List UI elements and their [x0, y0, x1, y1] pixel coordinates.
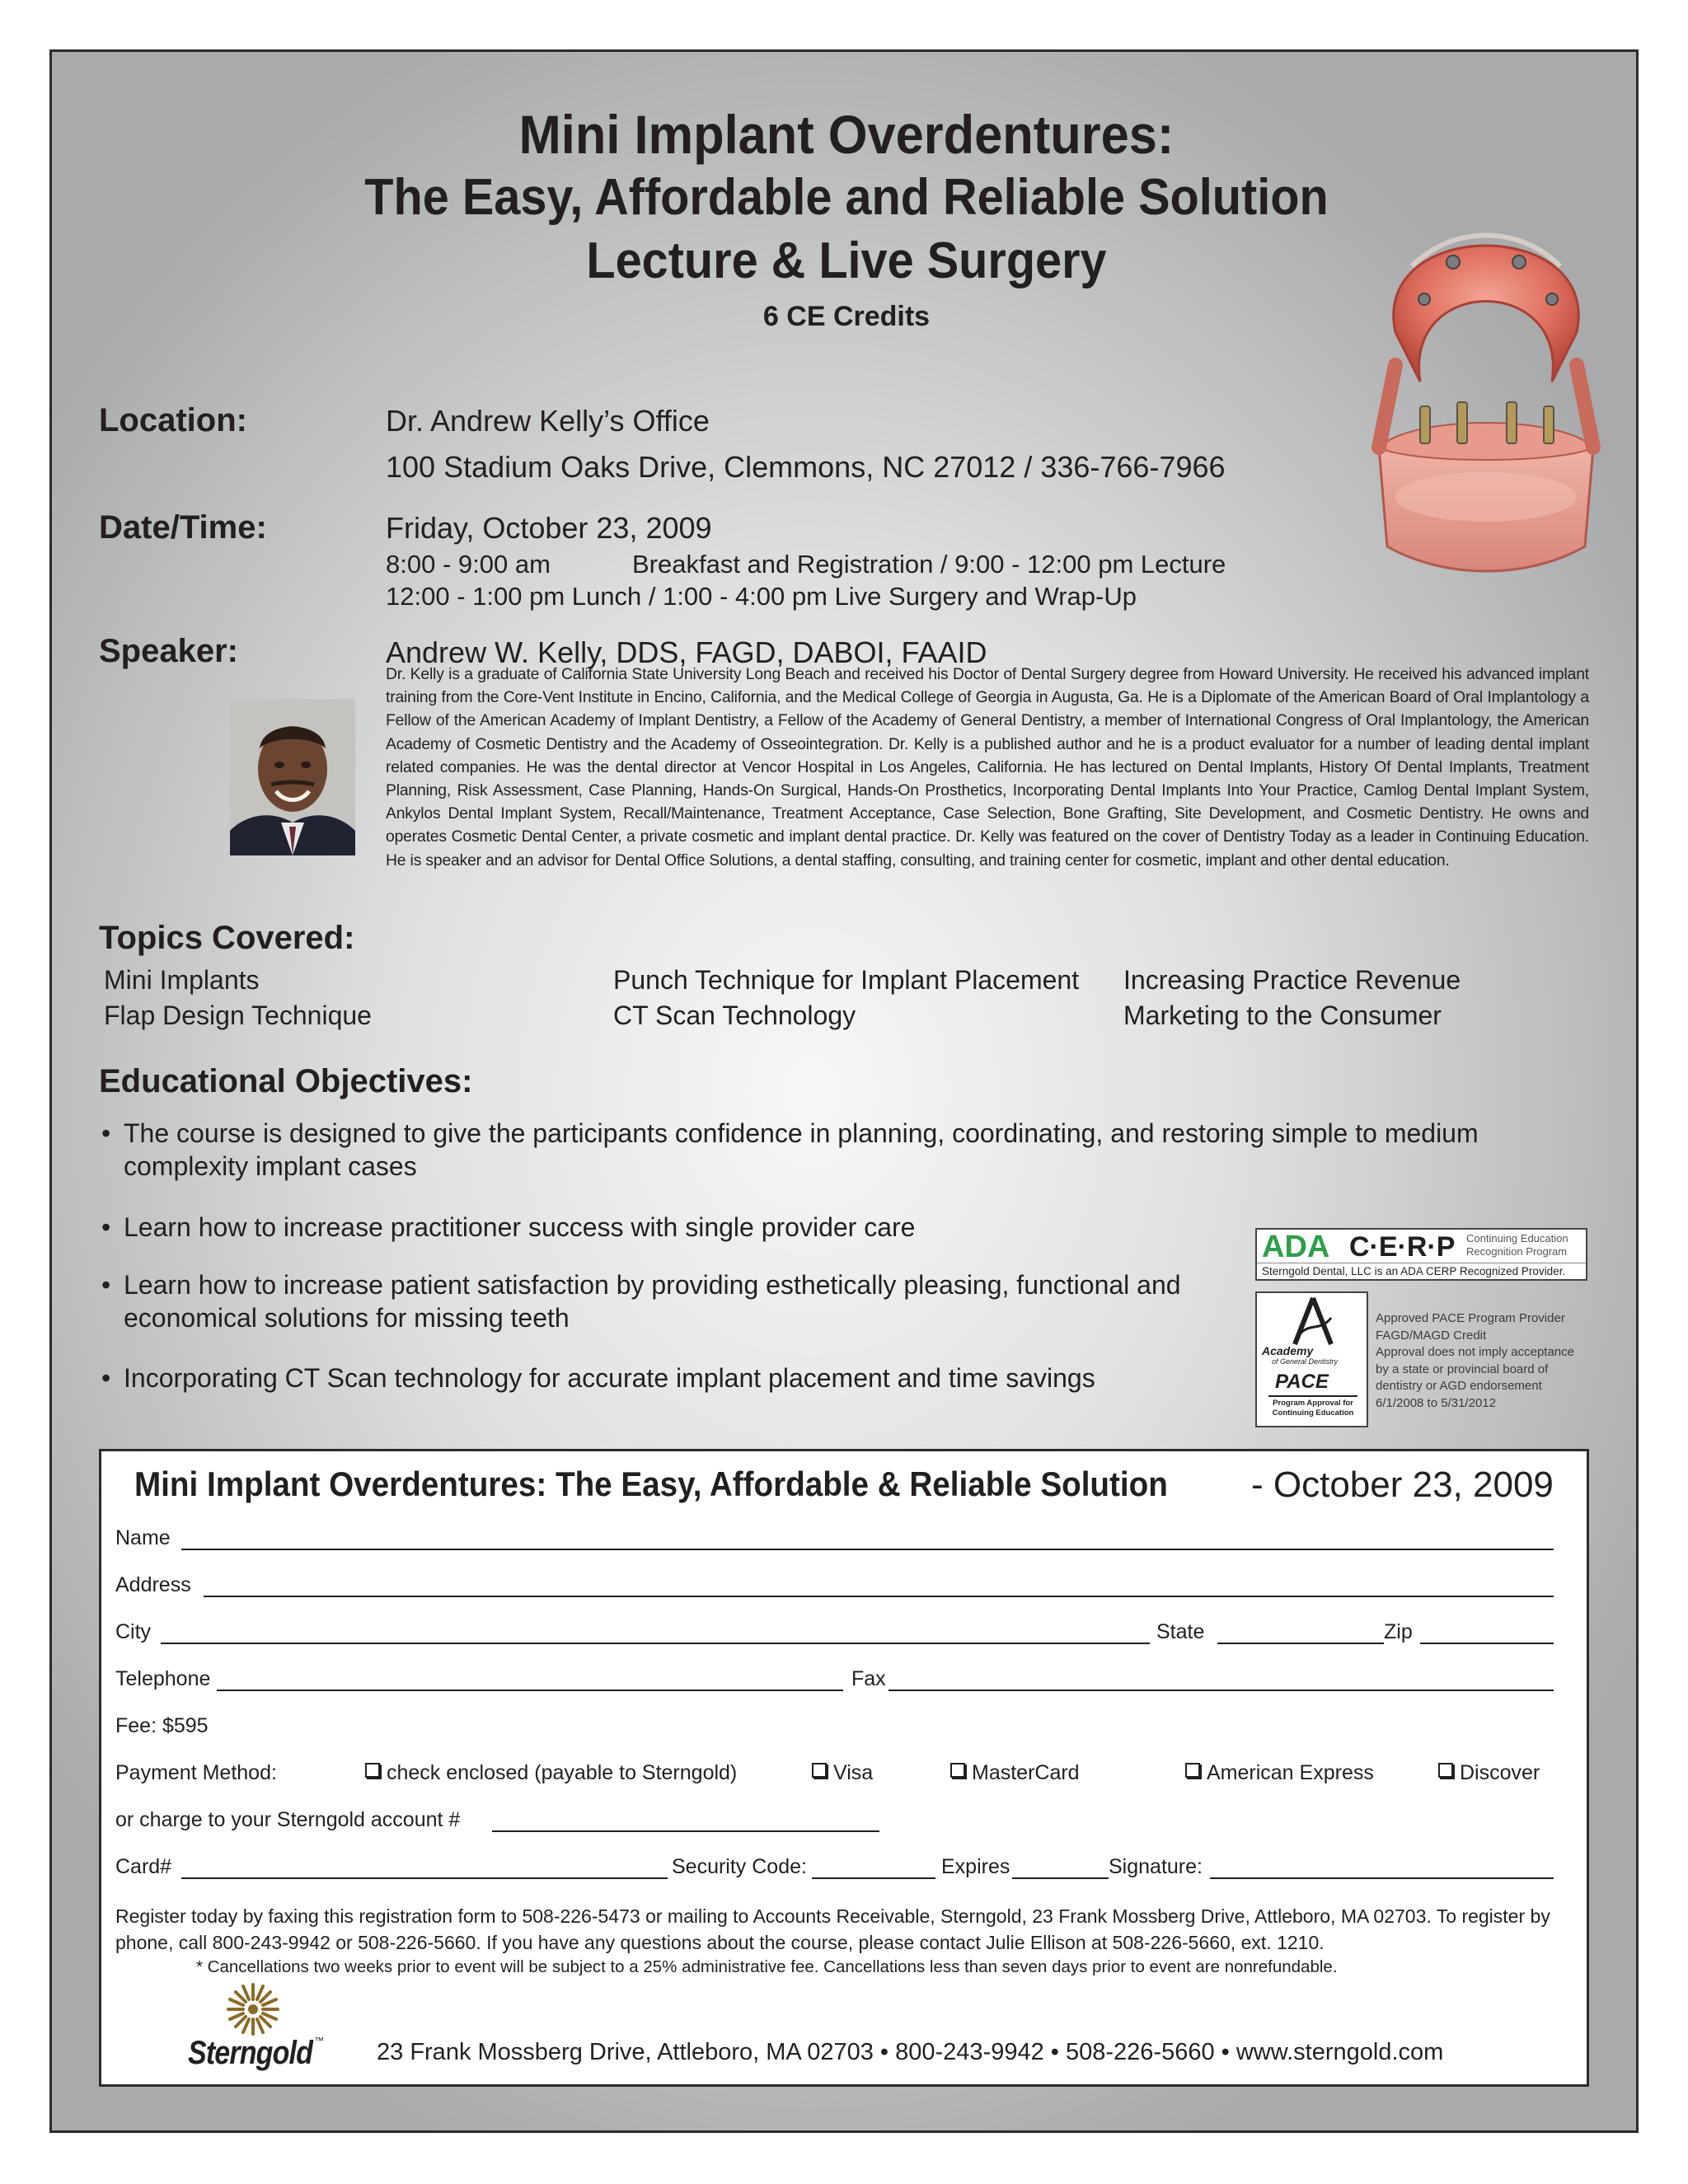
location-label: Location:: [99, 402, 247, 438]
form-title-date: - October 23, 2009: [1251, 1465, 1554, 1505]
fax-field[interactable]: [889, 1690, 1554, 1691]
city-field[interactable]: [161, 1643, 1150, 1644]
event-date: Friday, October 23, 2009: [386, 511, 712, 545]
card-field[interactable]: [181, 1877, 668, 1879]
datetime-label: Date/Time:: [99, 509, 267, 546]
telephone-label: Telephone: [115, 1667, 211, 1690]
page-subtitle: The Easy, Affordable and Reliable Solution: [364, 169, 1329, 226]
topic-item: Mini Implants: [104, 965, 260, 995]
denture-image: [1362, 167, 1610, 596]
form-title-text: Mini Implant Overdentures: The Easy, Affordable & Reliable Solution: [134, 1465, 1168, 1503]
topics-label: Topics Covered:: [99, 920, 355, 956]
payment-option-discover[interactable]: [1438, 1761, 1540, 1785]
signature-label: Signature:: [1109, 1855, 1203, 1878]
security-code-field[interactable]: [812, 1877, 935, 1879]
zip-label: Zip: [1384, 1620, 1413, 1643]
address-field[interactable]: [204, 1596, 1554, 1597]
pace-approval-text: [1376, 1310, 1574, 1412]
expires-label: Expires: [941, 1855, 1010, 1878]
schedule-row-2: 12:00 - 1:00 pm Lunch / 1:00 - 4:00 pm Live Surgery and Wrap-Up: [386, 582, 1137, 611]
objectives-label: Educational Objectives:: [99, 1063, 473, 1099]
speaker-bio: Dr. Kelly is a graduate of California State University Long Beach and received his Doctor of Dental Surgery degree from Howard University. He received his advanced implant training from the Core-Vent Institute in Encino, California, and the Medical College of Georgia in Augusta, Ga. He is a Diplomate of the American Board of Oral Implantology a Fellow of the American Academy of Implant Dentistry, a Fellow of the Academy of General Dentistry, a member of International Congress of Oral Implantology, the American Academy of Cosmetic Dentistry and the Academy of Osseointegration. Dr. Kelly is a published author and he is a product evaluator for a number of leading dental implant related companies. He was the dental director at Vencor Hospital in Los Angeles, California. He has lectured on Dental Implants, History Of Dental Implants, Treatment Planning, Risk Assessment, Case Planning, Hands-On Surgical, Hands-On Prosthetics, Incorporating Dental Implants Into Your Practice, Camlog Dental Implant System, Ankylos Dental Implant System, Recall/Maintenance, Treatment Acceptance, Case Selection, Bone Grafting, Site Development, and Cosmetic Dentistry. He owns and operates Cosmetic Dental Center, a private cosmetic and implant dental practice. Dr. Kelly was featured on the cover of Dentistry Today as a leader in Continuing Education. He is speaker and an advisor for Dental Office Solutions, a dental staffing, consulting, and training center for cosmetic, implant and other dental education.: [386, 666, 1589, 869]
location-line-1: Dr. Andrew Kelly’s Office: [386, 404, 710, 438]
objective-item: • Incorporating CT Scan technology for accurate implant placement and time savings: [101, 1361, 1255, 1394]
fax-label: Fax: [851, 1667, 886, 1690]
objective-item: • Learn how to increase patient satisfaction by providing esthetically pleasing, functional and economical solutions for missing teeth: [101, 1268, 1272, 1334]
security-code-label: Security Code:: [672, 1855, 807, 1878]
address-label: Address: [115, 1573, 191, 1596]
payment-option-visa[interactable]: [812, 1761, 873, 1785]
agd-pace-badge: [1255, 1291, 1368, 1427]
location-line-2: 100 Stadium Oaks Drive, Clemmons, NC 27012 / 336-766-7966: [386, 450, 1226, 484]
ce-credits: 6 CE Credits: [762, 301, 931, 332]
payment-option-label: check enclosed (payable to Sterngold): [387, 1761, 738, 1784]
form-title: [134, 1465, 1258, 1504]
objective-text: Learn how to increase patient satisfaction by providing esthetically pleasing, functional and economical solutions for missing teeth: [124, 1270, 1181, 1333]
pace-text-line: 6/1/2008 to 5/31/2012: [1376, 1395, 1496, 1410]
topic-item: CT Scan Technology: [613, 1001, 856, 1030]
zip-field[interactable]: [1420, 1643, 1554, 1644]
register-instructions: Register today by faxing this registration form to 508-226-5473 or mailing to Accounts Receivable, Sterngold, 23 Frank Mossberg Drive, Attleboro, MA 02703. To register by phone, call 800-243-9942 or 508-226-5660. If you have any questions about the course, please contact Julie Ellison at 508-226-5660, ext. 1210.: [115, 1905, 1550, 1953]
account-field[interactable]: [492, 1830, 879, 1832]
state-field[interactable]: [1217, 1643, 1384, 1644]
objective-text: The course is designed to give the participants confidence in planning, coordinating, and restoring simple to medium complexity implant cases: [124, 1118, 1479, 1181]
academy-text: Academy: [1262, 1344, 1314, 1357]
card-label: Card#: [115, 1855, 172, 1878]
sterngold-trademark: ™: [314, 2035, 324, 2046]
cerp-line-2: Recognition Program: [1466, 1245, 1568, 1258]
payment-option-mastercard[interactable]: [950, 1761, 1080, 1785]
cerp-line-1: Continuing Education: [1466, 1232, 1568, 1244]
objective-item: • The course is designed to give the participants confidence in planning, coordinating, and restoring simple to medium complexity implant cases: [101, 1117, 1585, 1183]
schedule-row-1-text: Breakfast and Registration / 9:00 - 12:00 pm Lecture: [632, 550, 1226, 579]
pace-text-line: Approved PACE Program Provider: [1376, 1311, 1565, 1325]
topic-item: Flap Design Technique: [104, 1001, 372, 1030]
topic-item: Punch Technique for Implant Placement: [613, 965, 1080, 995]
state-label: State: [1156, 1620, 1205, 1643]
academy-icon: [1290, 1296, 1336, 1346]
payment-option-label: Visa: [833, 1761, 874, 1784]
payment-option-amex[interactable]: [1185, 1761, 1374, 1785]
speaker-name: Andrew W. Kelly, DDS, FAGD, DABOI, FAAID: [386, 635, 987, 669]
pace-text-line: by a state or provincial board of: [1376, 1361, 1549, 1376]
cerp-logo: C·E·R·P: [1349, 1231, 1456, 1263]
topic-item: Increasing Practice Revenue: [1123, 965, 1461, 995]
expires-field[interactable]: [1012, 1877, 1109, 1879]
payment-option-label: American Express: [1207, 1761, 1374, 1784]
page-subtitle-2: Lecture & Live Surgery: [586, 232, 1107, 289]
checkbox-icon: [365, 1763, 380, 1778]
objective-item: • Learn how to increase practitioner success with single provider care: [101, 1211, 1255, 1244]
academy-sub: of General Dentistry: [1272, 1357, 1339, 1366]
ada-note: Sterngold Dental, LLC is an ADA CERP Recognized Provider.: [1262, 1265, 1566, 1277]
topic-item: Marketing to the Consumer: [1123, 1001, 1442, 1030]
cancellation-note: * Cancellations two weeks prior to event will be subject to a 25% administrative fee. Cancellations less than seven days prior to event are nonrefundable.: [196, 1957, 1338, 1976]
sterngold-logo-text: Sterngold: [188, 2035, 313, 2071]
pace-text-line: FAGD/MAGD Credit: [1376, 1328, 1487, 1343]
payment-option-label: Discover: [1460, 1761, 1540, 1784]
checkbox-icon: [1185, 1763, 1200, 1778]
telephone-field[interactable]: [217, 1690, 843, 1691]
pace-text: PACE: [1275, 1371, 1329, 1393]
speaker-photo: [230, 699, 355, 855]
footer-address: 23 Frank Mossberg Drive, Attleboro, MA 02703 • 800-243-9942 • 508-226-5660 • www.sterngold.com: [377, 2039, 1444, 2065]
charge-account-label: or charge to your Sterngold account #: [115, 1808, 461, 1831]
speaker-label: Speaker:: [99, 633, 238, 669]
checkbox-icon: [1438, 1763, 1453, 1778]
objective-text: Learn how to increase practitioner success with single provider care: [124, 1212, 916, 1242]
city-label: City: [115, 1620, 152, 1643]
pace-sub: Program Approval for Continuing Education: [1272, 1399, 1354, 1418]
payment-option-check[interactable]: [365, 1761, 737, 1785]
checkbox-icon: [812, 1763, 827, 1778]
ada-cerp-badge: [1255, 1228, 1587, 1281]
ada-logo: ADA: [1262, 1230, 1330, 1264]
payment-method-label: Payment Method:: [115, 1761, 277, 1784]
name-label: Name: [115, 1526, 171, 1549]
pace-text-line: dentistry or AGD endorsement: [1376, 1379, 1542, 1393]
objective-text: Incorporating CT Scan technology for accurate implant placement and time savings: [124, 1363, 1095, 1393]
fee-text: Fee: $595: [115, 1714, 209, 1737]
registration-form: [99, 1449, 1589, 2087]
payment-option-label: MasterCard: [972, 1761, 1080, 1784]
signature-field[interactable]: [1210, 1877, 1554, 1879]
checkbox-icon: [950, 1763, 965, 1778]
sterngold-logo-icon: [225, 1981, 281, 2037]
page-title: Mini Implant Overdentures:: [518, 104, 1175, 165]
pace-text-line: Approval does not imply acceptance: [1376, 1345, 1574, 1359]
name-field[interactable]: [181, 1549, 1554, 1550]
schedule-row-1-time: 8:00 - 9:00 am: [386, 550, 551, 579]
